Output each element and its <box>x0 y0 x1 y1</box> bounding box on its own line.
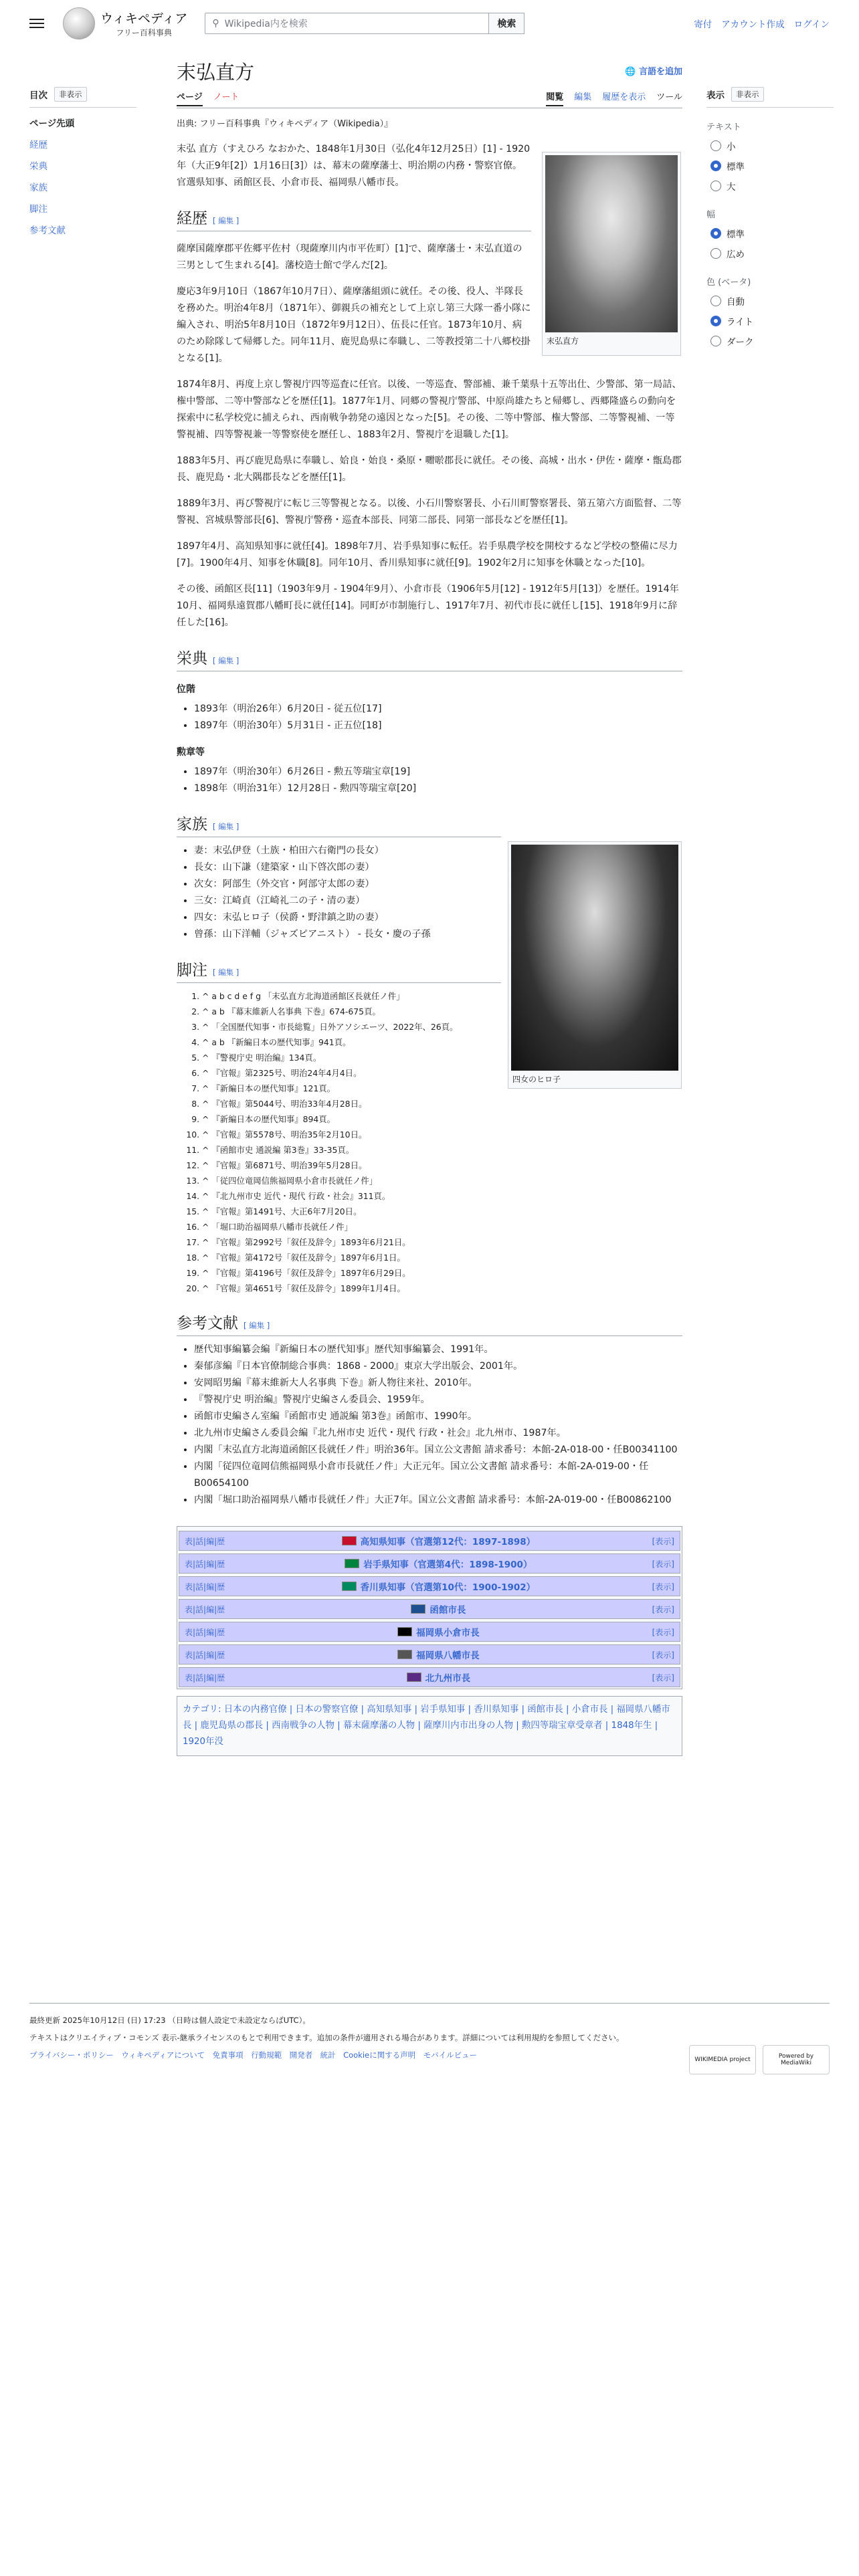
list-item: • 四女：末弘ヒロ子（侯爵・野津鎮之助の妻） <box>194 909 502 926</box>
navbox-title[interactable]: 函館市長 <box>430 1605 466 1616</box>
edit-section-link[interactable]: [ 編集 ] <box>213 822 240 831</box>
list-item: • 妻：末弘伊登（土族・柏田六右衛門の長女） <box>194 843 502 859</box>
list-item: • 函館市史編さん室編『函館市史 通説編 第3巻』函館市、1990年。 <box>194 1408 682 1425</box>
infobox-portrait <box>542 152 681 356</box>
flag-icon <box>397 1627 412 1636</box>
navbox-controls[interactable]: 表|話|編|歴 <box>185 1604 225 1614</box>
section-title: 経歴 <box>177 210 207 227</box>
category-box <box>177 1696 682 1756</box>
navbox-show-button[interactable]: [表示] <box>652 1582 674 1592</box>
edit-section-link[interactable]: [ 編集 ] <box>244 1321 270 1330</box>
radio-selected-icon <box>710 228 721 239</box>
flag-icon <box>342 1536 357 1545</box>
toc-item-notes[interactable]: 脚注 <box>29 204 47 215</box>
honors-rank-heading: 位階 <box>177 684 195 695</box>
navboxes <box>177 1526 682 1689</box>
career-paragraph: 慶応3年9月10日（1867年10月7日）、薩摩藩組頭に就任。その後、役人、半隊長を務めた。明治4年8月（1871年）、御親兵の補充として上京し第三大隊一番小隊に編入され、明治5年8月10日（1872年9月12日）、伍長に任官。1873年10月、病のため除隊して帰郷した。同年11月、鹿児島県に奉職し、二等教授第二十八郷校掛となる[1]。 <box>177 286 531 364</box>
navbox <box>179 1667 680 1687</box>
option-label: ライト <box>727 317 754 328</box>
section-title: 脚注 <box>177 962 207 979</box>
note-item: 1. ^ a b c d e f g 「末弘直方北海道函館区長就任ノ件」 <box>202 988 682 1004</box>
color-label: 色 (ベータ) <box>706 278 751 288</box>
option-label: 標準 <box>727 162 745 173</box>
note-item: 6. ^ 『官報』第2325号、明治24年4月4日。 <box>202 1065 682 1081</box>
navbox-title[interactable]: 香川県知事（官選第10代：1900-1902） <box>360 1582 536 1593</box>
toc-item-family[interactable]: 家族 <box>29 183 47 193</box>
radio-selected-icon <box>710 316 721 326</box>
text-size-standard[interactable] <box>710 159 834 173</box>
toc-item-top[interactable]: ページ先頭 <box>29 118 75 129</box>
add-languages-button[interactable]: 🌐 言語を追加 <box>625 67 682 77</box>
toc-hide-button[interactable]: 非表示 <box>54 87 87 102</box>
career-paragraph: 1897年4月、高知県知事に就任[4]。1898年7月、岩手県知事に転任。岩手県農学校を開校するなど学校の整備に尽力[7]。1900年4月、知事を休職[8]。同年10月、香川県知事に就任[9]。1902年2月に知事を休職となった[10]。 <box>177 541 678 568</box>
width-wide[interactable] <box>710 247 834 260</box>
create-account-link[interactable]: アカウント作成 <box>721 19 785 30</box>
career-paragraph: 1874年8月、再度上京し警視庁四等巡査に任官。以後、一等巡査、警部補、兼千葉県十五等出仕、少警部、第一局詰、権中警部、二等中警部などを歴任[1]。1877年1月、同郷の警視庁警部、中原尚雄たちと帰郷し、西郷隆盛らの動向を探索中に私学校党に捕えられ、西南戦争勃発の遠因となった[5]。その後、二等中警部、権大警部、二等警視補、一等警視補、四等警視兼一等警察使を歴任し、1883年2月、警視庁を退職した[1]。 <box>177 379 682 440</box>
section-family <box>177 812 501 837</box>
width-label: 幅 <box>706 210 716 220</box>
note-item: 7. ^ 『新編日本の歴代知事』121頁。 <box>202 1081 682 1096</box>
radio-icon <box>710 140 721 151</box>
tab-history[interactable]: 履歴を表示 <box>602 92 646 102</box>
tab-tools[interactable]: ツール <box>656 92 682 102</box>
source-note: 出典: フリー百科事典『ウィキペディア（Wikipedia）』 <box>177 119 393 129</box>
portrait-caption: 末弘直方 <box>547 336 579 346</box>
toc-item-career[interactable]: 経歴 <box>29 140 47 150</box>
navbox-controls[interactable]: 表|話|編|歴 <box>185 1627 225 1637</box>
navbox-title[interactable]: 福岡県八幡市長 <box>416 1650 480 1661</box>
list-item: • 北九州市史編さん委員会編『北九州市史 近代・現代 行政・社会』北九州市、1987年。 <box>194 1425 682 1442</box>
color-dark[interactable] <box>710 334 834 348</box>
portrait-image[interactable] <box>545 155 678 332</box>
site-logo[interactable] <box>63 7 187 39</box>
tab-read[interactable]: 閲覧 <box>546 90 563 106</box>
list-item: • 秦郁彦編『日本官僚制総合事典：1868 - 2000』東京大学出版会、2001年。 <box>194 1358 682 1375</box>
option-label: ダーク <box>727 337 754 348</box>
personal-tools <box>694 17 830 30</box>
tab-page[interactable]: ページ <box>177 90 203 106</box>
note-item: 11. ^ 『函館市史 通説編 第3巻』33-35頁。 <box>202 1142 682 1158</box>
navbox-show-button[interactable]: [表示] <box>652 1650 674 1660</box>
search-button[interactable]: 検索 <box>489 13 524 34</box>
section-title: 栄典 <box>177 650 207 667</box>
navbox-title[interactable]: 高知県知事（官選第12代：1897-1898） <box>360 1537 536 1547</box>
search-icon: ⚲ <box>212 18 219 29</box>
toc-list <box>29 116 136 236</box>
add-languages-label: 言語を追加 <box>638 67 682 77</box>
section-notes <box>177 958 501 983</box>
page-title-text: 末弘直方 <box>177 61 255 84</box>
note-item: 2. ^ a b 『幕末維新人名事典 下巻』674-675頁。 <box>202 1004 682 1019</box>
list-item: • 1893年（明治26年）6月20日 - 従五位[17] <box>194 701 682 718</box>
note-item: 14. ^ 『北九州市史 近代・現代 行政・社会』311頁。 <box>202 1188 682 1204</box>
option-label: 小 <box>727 142 736 152</box>
toc-title: 目次 <box>29 90 47 101</box>
section-honors <box>177 646 682 671</box>
note-item: 9. ^ 『新編日本の歴代知事』894頁。 <box>202 1111 682 1127</box>
navbox-show-button[interactable]: [表示] <box>652 1627 674 1637</box>
flag-icon <box>411 1604 425 1614</box>
navbox <box>179 1553 680 1574</box>
navbox <box>179 1531 680 1551</box>
menu-icon[interactable] <box>29 19 44 28</box>
section-title: 参考文献 <box>177 1315 238 1332</box>
radio-selected-icon <box>710 160 721 171</box>
option-label: 大 <box>727 182 736 193</box>
appearance-title: 表示 <box>706 90 725 101</box>
footer-links[interactable]: プライバシー・ポリシー ウィキペディアについて 免責事項 行動規範 開発者 統計 Cookieに関する声明 モバイルビュー <box>29 2050 478 2060</box>
tab-edit[interactable]: 編集 <box>574 92 592 102</box>
navbox-controls[interactable]: 表|話|編|歴 <box>185 1650 225 1660</box>
navbox <box>179 1599 680 1619</box>
navbox-controls[interactable]: 表|話|編|歴 <box>185 1582 225 1592</box>
wikipedia-globe-icon <box>63 7 95 39</box>
toc-sidebar <box>29 87 136 236</box>
list-item: • 曾孫：山下洋輔（ジャズピアニスト） - 長女・慶の子孫 <box>194 926 502 943</box>
family-photo-caption: 四女のヒロ子 <box>512 1075 561 1084</box>
edit-section-link[interactable]: [ 編集 ] <box>213 216 240 225</box>
flag-icon <box>345 1559 359 1568</box>
navbox-title[interactable]: 福岡県小倉市長 <box>416 1628 480 1638</box>
flag-icon <box>407 1673 421 1682</box>
list-item: • 安岡昭男編『幕末維新大人名事典 下巻』新人物往来社、2010年。 <box>194 1375 682 1392</box>
references-list <box>194 1341 682 1509</box>
list-item: • 長女：山下謙（建築家・山下啓次郎の妻） <box>194 859 502 876</box>
career-paragraph: 薩摩国薩摩郡平佐郷平佐村（現薩摩川内市平佐町）[1]で、薩摩藩士・末弘直道の三男として生まれる[4]。藩校造士館で学んだ[2]。 <box>177 243 522 271</box>
list-item: • 歴代知事編纂会編『新編日本の歴代知事』歴代知事編纂会、1991年。 <box>194 1341 682 1358</box>
search-input[interactable] <box>205 13 489 34</box>
footer-badges <box>689 2045 830 2074</box>
last-modified: 最終更新 2025年10月12日 (日) 17:23 （日時は個人設定で未設定ならばUTC）。 <box>29 2016 310 2025</box>
navbox-show-button[interactable]: [表示] <box>652 1536 674 1546</box>
honors-order-heading: 勲章等 <box>177 747 205 758</box>
page-tabs <box>177 88 682 108</box>
note-item: 10. ^ 『官報』第5578号、明治35年2月10日。 <box>202 1127 682 1142</box>
list-item: • 1898年（明治31年）12月28日 - 勲四等瑞宝章[20] <box>194 780 682 797</box>
toc-item-honors[interactable]: 栄典 <box>29 161 47 172</box>
flag-icon <box>397 1650 412 1659</box>
list-item: • 1897年（明治30年）6月26日 - 勲五等瑞宝章[19] <box>194 764 682 780</box>
radio-icon <box>710 181 721 191</box>
navbox-show-button[interactable]: [表示] <box>652 1559 674 1569</box>
note-item: 16. ^ 「堀口助治福岡県八幡市長就任ノ件」 <box>202 1219 682 1235</box>
navbox-controls[interactable]: 表|話|編|歴 <box>185 1536 225 1546</box>
note-item: 4. ^ a b 『新編日本の歴代知事』941頁。 <box>202 1035 682 1050</box>
family-photo <box>508 841 682 1089</box>
search-form <box>205 13 524 34</box>
list-item: • 内閣「従四位竜岡信熊福岡県小倉市長就任ノ件」大正元年。国立公文書館 請求番号：本館-2A-019-00・任B00654100 <box>194 1459 682 1492</box>
page-title <box>177 60 682 84</box>
section-career <box>177 206 531 231</box>
radio-icon <box>710 336 721 346</box>
navbox-show-button[interactable]: [表示] <box>652 1673 674 1683</box>
navbox-controls[interactable]: 表|話|編|歴 <box>185 1673 225 1683</box>
appearance-header <box>706 87 834 108</box>
family-list <box>194 843 502 943</box>
note-item: 17. ^ 『官報』第2992号「叙任及辞令」1893年6月21日。 <box>202 1235 682 1250</box>
navbox <box>179 1644 680 1665</box>
career-paragraph: その後、函館区長[11]（1903年9月 - 1904年9月）、小倉市長（1906年5月[12] - 1912年5月[13]）を歴任。1914年10月、福岡県遠賀郡八幡町長に就任[14]。同町が市制施行し、1917年7月、初代市長に就任し[15]、1918年9月に辞任した[16]。 <box>177 584 679 628</box>
search-placeholder: Wikipedia内を検索 <box>224 19 308 29</box>
text-size-large[interactable] <box>710 179 834 193</box>
note-item: 12. ^ 『官報』第6871号、明治39年5月28日。 <box>202 1158 682 1173</box>
list-item: • 三女：江崎貞（江崎礼二の子・清の妻） <box>194 893 502 909</box>
option-label: 標準 <box>727 229 745 240</box>
note-item: 13. ^ 「従四位竜岡信熊福岡県小倉市長就任ノ件」 <box>202 1173 682 1188</box>
note-item: 3. ^ 「全国歴代知事・市長総覧」日外アソシエーツ、2022年、26頁。 <box>202 1019 682 1035</box>
flag-icon <box>342 1582 357 1591</box>
honors-rank-list <box>194 701 682 734</box>
radio-icon <box>710 248 721 259</box>
category-links[interactable]: カテゴリ: 日本の内務官僚 | 日本の警察官僚 | 高知県知事 | 岩手県知事 | 香川県知事 | 函館市長 | 小倉市長 | 福岡県八幡市長 | 鹿児島県の郡長 | 西南戦争の人物 | 幕末薩摩藩の人物 | 薩摩川内市出身の人物 | 勲四等瑞宝章受章者 | 1848年生 | 1920年没 <box>183 1705 670 1747</box>
navbox-title[interactable]: 岩手県知事（官選第4代：1898-1900） <box>363 1560 533 1570</box>
donate-link[interactable]: 寄付 <box>694 19 712 30</box>
navbox <box>179 1622 680 1642</box>
toc-header <box>29 87 136 108</box>
edit-section-link[interactable]: [ 編集 ] <box>213 656 240 665</box>
tab-talk[interactable]: ノート <box>213 92 240 102</box>
tagline: フリー百科事典 <box>116 28 172 37</box>
text-size-label: テキスト <box>706 122 741 132</box>
navbox-show-button[interactable]: [表示] <box>652 1604 674 1614</box>
color-auto[interactable] <box>710 294 834 308</box>
text-size-small[interactable] <box>710 139 834 152</box>
career-paragraph: 1883年5月、再び鹿児島県に奉職し、姶良・始良・桑原・囎唹郡長に就任。その後、高城・出水・伊佐・薩摩・甑島郡長、鹿児島・北大隅郡長などを歴任[1]。 <box>177 455 682 483</box>
intro-paragraph: 末弘 直方（すえひろ なおかた、1848年1月30日（弘化4年12月25日）[1] - 1920年（大正9年[2]）1月16日[3]）は、幕末の薩摩藩士、明治期の内務・警察官僚。官選県知事、函館区長、小倉市長、福岡県八幡市長。 <box>177 144 531 188</box>
option-label: 自動 <box>727 297 745 308</box>
mediawiki-badge[interactable]: Powered by MediaWiki <box>763 2045 830 2074</box>
navbox-title[interactable]: 北九州市長 <box>425 1673 471 1684</box>
note-item: 15. ^ 『官報』第1491号、大正6年7月20日。 <box>202 1204 682 1219</box>
navbox-controls[interactable]: 表|話|編|歴 <box>185 1559 225 1569</box>
note-item: 20. ^ 『官報』第4651号「叙任及辞令」1899年1月4日。 <box>202 1281 682 1296</box>
license-text: テキストはクリエイティブ・コモンズ 表示-継承ライセンスのもとで利用できます。追加の条件が適用される場合があります。詳細については利用規約を参照してください。 <box>29 2033 624 2042</box>
list-item: • 内閣「堀口助治福岡県八幡市長就任ノ件」大正7年。国立公文書館 請求番号：本館-2A-019-00・任B00862100 <box>194 1492 682 1509</box>
list-item: • 1897年（明治30年）5月31日 - 正五位[18] <box>194 718 682 734</box>
note-item: 5. ^ 『警視庁史 明治編』134頁。 <box>202 1050 682 1065</box>
career-paragraph: 1889年3月、再び警視庁に転じ三等警視となる。以後、小石川警察署長、小石川町警察署長、第五第六方面監督、二等警視、宮城県警部長[6]、警視庁警務・巡査本部長、同第二部長、同第一部長などを歴任[1]。 <box>177 498 682 526</box>
navbox <box>179 1576 680 1596</box>
radio-icon <box>710 296 721 306</box>
note-item: 19. ^ 『官報』第4196号「叙任及辞令」1897年6月29日。 <box>202 1265 682 1281</box>
list-item: • 『警視庁史 明治編』警視庁史編さん委員会、1959年。 <box>194 1392 682 1408</box>
option-label: 広め <box>727 249 745 260</box>
appearance-hide-button[interactable]: 非表示 <box>731 87 764 102</box>
honors-order-list <box>194 764 682 797</box>
family-photo-image[interactable] <box>511 845 678 1071</box>
toc-item-refs[interactable]: 参考文献 <box>29 225 66 236</box>
section-title: 家族 <box>177 816 207 833</box>
list-item: • 内閣「末弘直方北海道函館区長就任ノ件」明治36年。国立公文書館 請求番号：本館-2A-018-00・任B00341100 <box>194 1442 682 1459</box>
note-item: 18. ^ 『官報』第4172号「叙任及辞令」1897年6月1日。 <box>202 1250 682 1265</box>
section-references <box>177 1311 682 1336</box>
wikimedia-badge[interactable]: WIKIMEDIA project <box>689 2045 756 2074</box>
appearance-panel <box>706 87 834 348</box>
login-link[interactable]: ログイン <box>793 19 830 30</box>
wordmark: ウィキペディア <box>100 11 188 26</box>
edit-section-link[interactable]: [ 編集 ] <box>213 968 240 977</box>
note-item: 8. ^ 『官報』第5044号、明治33年4月28日。 <box>202 1096 682 1111</box>
article-content <box>177 60 682 1756</box>
color-light[interactable] <box>710 314 834 328</box>
list-item: • 次女：阿部生（外交官・阿部守太郎の妻） <box>194 876 502 893</box>
width-standard[interactable] <box>710 227 834 240</box>
site-header <box>29 0 830 47</box>
